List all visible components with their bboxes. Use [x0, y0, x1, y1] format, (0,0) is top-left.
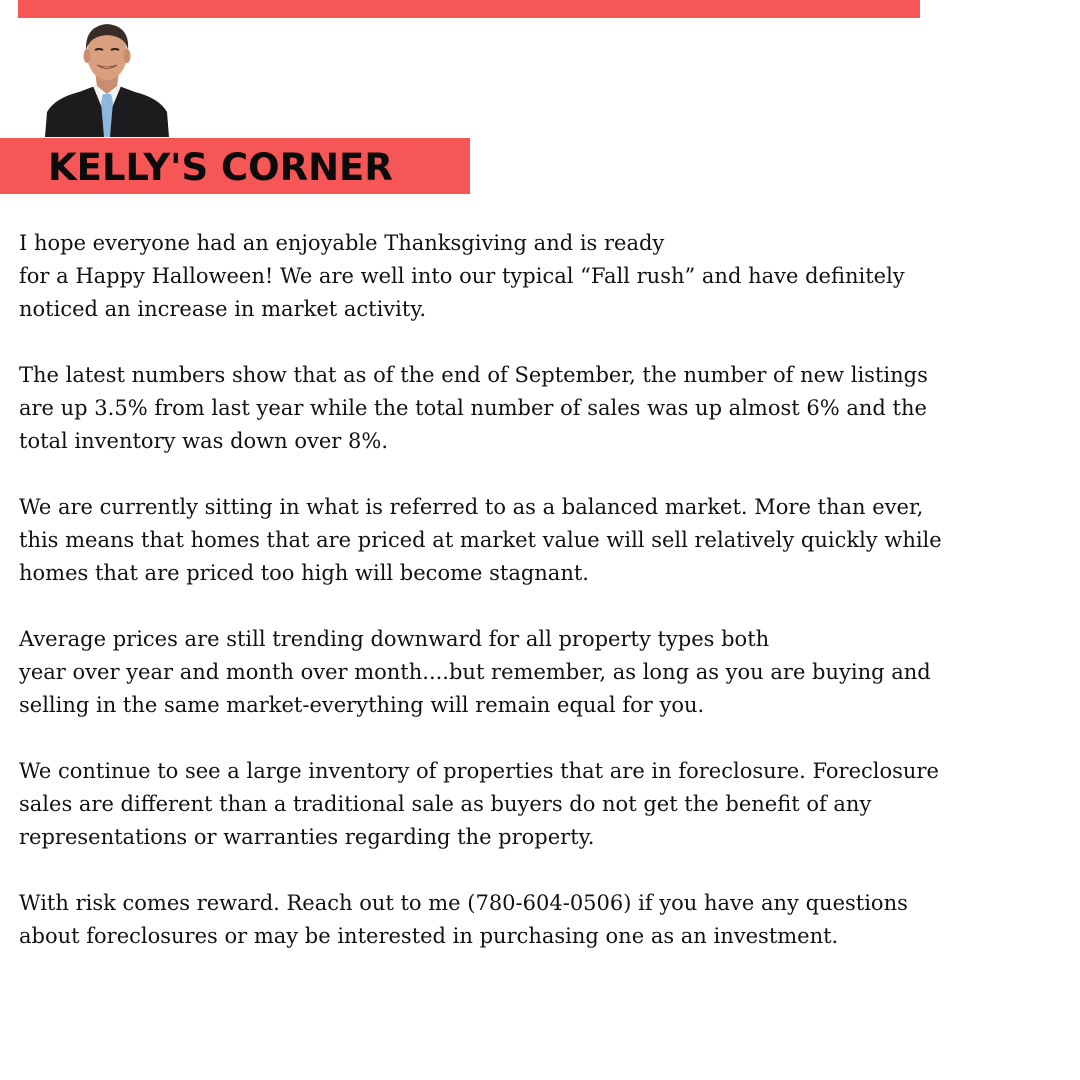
- top-accent-bar: [18, 0, 920, 18]
- section-banner: [0, 138, 470, 194]
- text-line: With risk comes reward. Reach out to me (780-604-0506) if you have any questions: [19, 891, 908, 915]
- paragraph-latest-numbers: [19, 359, 1069, 458]
- paragraph-foreclosure: [19, 755, 1069, 854]
- paragraph-thanksgiving: [19, 227, 1069, 326]
- text-line: representations or warranties regarding the property.: [19, 825, 595, 849]
- page-title: KELLY'S CORNER: [48, 146, 393, 189]
- text-line: We are currently sitting in what is referred to as a balanced market. More than ever,: [19, 495, 924, 519]
- paragraph-average-prices: [19, 623, 1069, 722]
- text-line: total inventory was down over 8%.: [19, 429, 388, 453]
- article-body: [19, 227, 1069, 986]
- text-line: noticed an increase in market activity.: [19, 297, 427, 321]
- text-line: Average prices are still trending downward for all property types both: [19, 627, 770, 651]
- text-line: about foreclosures or may be interested in purchasing one as an investment.: [19, 924, 839, 948]
- text-line: selling in the same market-everything will remain equal for you.: [19, 693, 705, 717]
- text-line: I hope everyone had an enjoyable Thanksgiving and is ready: [19, 231, 665, 255]
- headshot-photo: [45, 20, 169, 137]
- text-line: homes that are priced too high will become stagnant.: [19, 561, 589, 585]
- text-line: We continue to see a large inventory of properties that are in foreclosure. Foreclosure: [19, 759, 939, 783]
- text-line: are up 3.5% from last year while the total number of sales was up almost 6% and the: [19, 396, 927, 420]
- text-line: this means that homes that are priced at market value will sell relatively quickly while: [19, 528, 942, 552]
- paragraph-contact: [19, 887, 1069, 953]
- paragraph-balanced-market: [19, 491, 1069, 590]
- text-line: for a Happy Halloween! We are well into our typical “Fall rush” and have definitely: [19, 264, 905, 288]
- text-line: sales are different than a traditional sale as buyers do not get the benefit of any: [19, 792, 872, 816]
- text-line: The latest numbers show that as of the end of September, the number of new listings: [19, 363, 928, 387]
- text-line: year over year and month over month....but remember, as long as you are buying and: [19, 660, 931, 684]
